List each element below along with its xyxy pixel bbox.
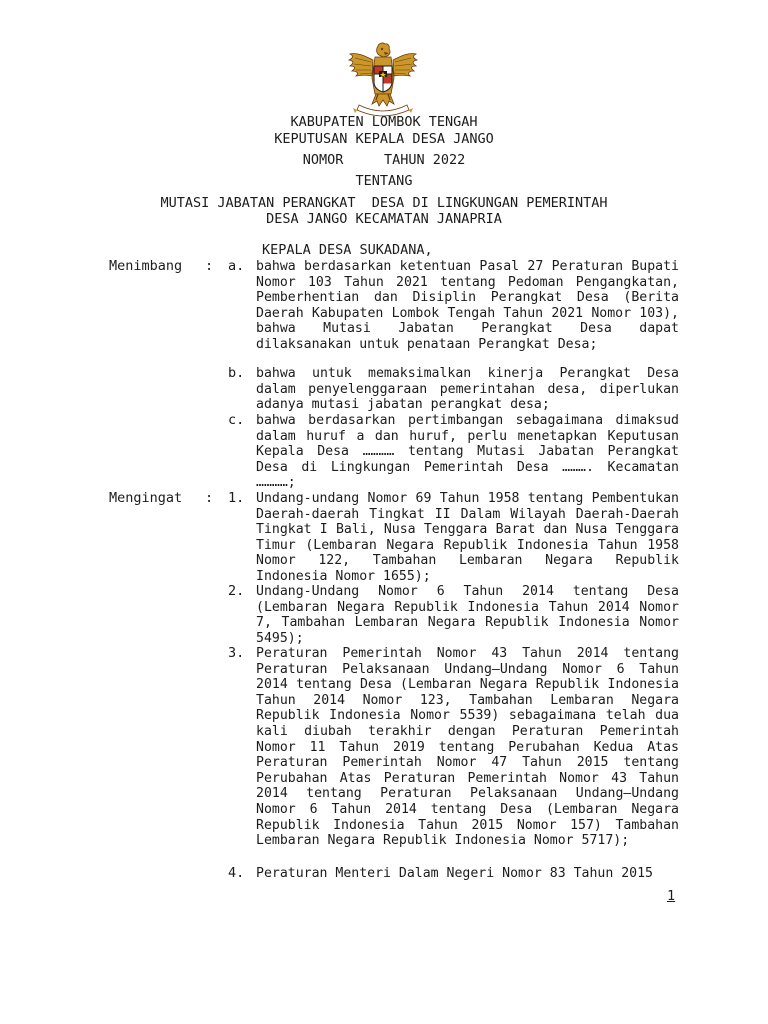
mengingat-marker-3: 3. — [228, 645, 245, 661]
mengingat-marker-2: 2. — [228, 583, 245, 599]
mengingat-colon: : — [205, 490, 214, 506]
page-number: 1 — [667, 888, 676, 904]
mengingat-marker-1: 1. — [228, 490, 245, 506]
menimbang-label: Menimbang — [109, 258, 183, 274]
menimbang-marker-c: c. — [228, 412, 245, 428]
menimbang-colon: : — [205, 258, 214, 274]
regency-name: KABUPATEN LOMBOK TENGAH — [290, 114, 478, 130]
decree-subject-line-1: MUTASI JABATAN PERANGKAT DESA DI LINGKUNGAN PEMERINTAH — [160, 195, 608, 211]
mengingat-item-3: Peraturan Pemerintah Nomor 43 Tahun 2014 tentang Peraturan Pelaksanaan Undang–Undang Nomor 6 Tahun 2014 tentang Desa (Lembaran Negara Republik Indonesia Tahun 2014 Nomor 123, Tambahan Lembaran Negara Republik Indonesia Nomor 5539) sebagaimana telah dua kali diubah terakhir dengan Peraturan Pemerintah Nomor 11 Tahun 2019 tentang Perubahan Kedua Atas Peraturan Pemerintah Nomor 47 Tahun 2015 tentang Perubahan Atas Peraturan Pemerintah Nomor 43 Tahun 2014 tentang Peraturan Pelaksanaan Undang–Undang Nomor 6 Tahun 2014 tentang Desa (Lembaran Negara Republik Indonesia Tahun 2015 Nomor 157) Tambahan Lembaran Negara Republik Indonesia Nomor 5717); — [256, 646, 679, 849]
garuda-pancasila-emblem-icon — [345, 42, 421, 118]
mengingat-item-1: Undang-undang Nomor 69 Tahun 1958 tentang Pembentukan Daerah-daerah Tingkat II Dalam Wilayah Daerah-Daerah Tingkat I Bali, Nusa Tenggara Barat dan Nusa Tenggara Timur (Lembaran Negara Republik Indonesia Tahun 1958 Nomor 122, Tambahan Lembaran Negara Republik Indonesia Nomor 1655); — [256, 491, 679, 584]
menimbang-marker-b: b. — [228, 365, 245, 381]
decree-subject-line-2: DESA JANGO KECAMATAN JANAPRIA — [266, 211, 502, 227]
mengingat-item-2: Undang-Undang Nomor 6 Tahun 2014 tentang Desa (Lembaran Negara Republik Indonesia Tahun 2014 Nomor 7, Tambahan Lembaran Negara Republik Indonesia Nomor 5495); — [256, 584, 679, 646]
official-title: KEPALA DESA SUKADANA, — [262, 242, 433, 258]
decree-number: NOMOR TAHUN 2022 — [302, 152, 466, 168]
decree-title: KEPUTUSAN KEPALA DESA JANGO — [274, 131, 494, 147]
about-heading: TENTANG — [355, 173, 413, 189]
menimbang-item-c: bahwa berdasarkan pertimbangan sebagaimana dimaksud dalam huruf a dan huruf, perlu menetapkan Keputusan Kepala Desa ………… tentang Mutasi Jabatan Perangkat Desa di Lingkungan Pemerintah Desa ………. Kecamatan …………; — [256, 413, 679, 491]
menimbang-item-a: bahwa berdasarkan ketentuan Pasal 27 Peraturan Bupati Nomor 103 Tahun 2021 tentang Pedoman Pengangkatan, Pemberhentian dan Disiplin Perangkat Desa (Berita Daerah Kabupaten Lombok Tengah Tahun 2021 Nomor 103), bahwa Mutasi Jabatan Perangkat Desa dapat dilaksanakan untuk penataan Perangkat Desa; — [256, 259, 679, 352]
menimbang-item-b: bahwa untuk memaksimalkan kinerja Perangkat Desa dalam penyelenggaraan pemerintahan desa, diperlukan adanya mutasi jabatan perangkat desa; — [256, 366, 679, 413]
mengingat-item-4: Peraturan Menteri Dalam Negeri Nomor 83 Tahun 2015 — [256, 866, 653, 881]
mengingat-label: Mengingat — [109, 490, 183, 506]
menimbang-marker-a: a. — [228, 258, 245, 274]
mengingat-marker-4: 4. — [228, 865, 245, 881]
